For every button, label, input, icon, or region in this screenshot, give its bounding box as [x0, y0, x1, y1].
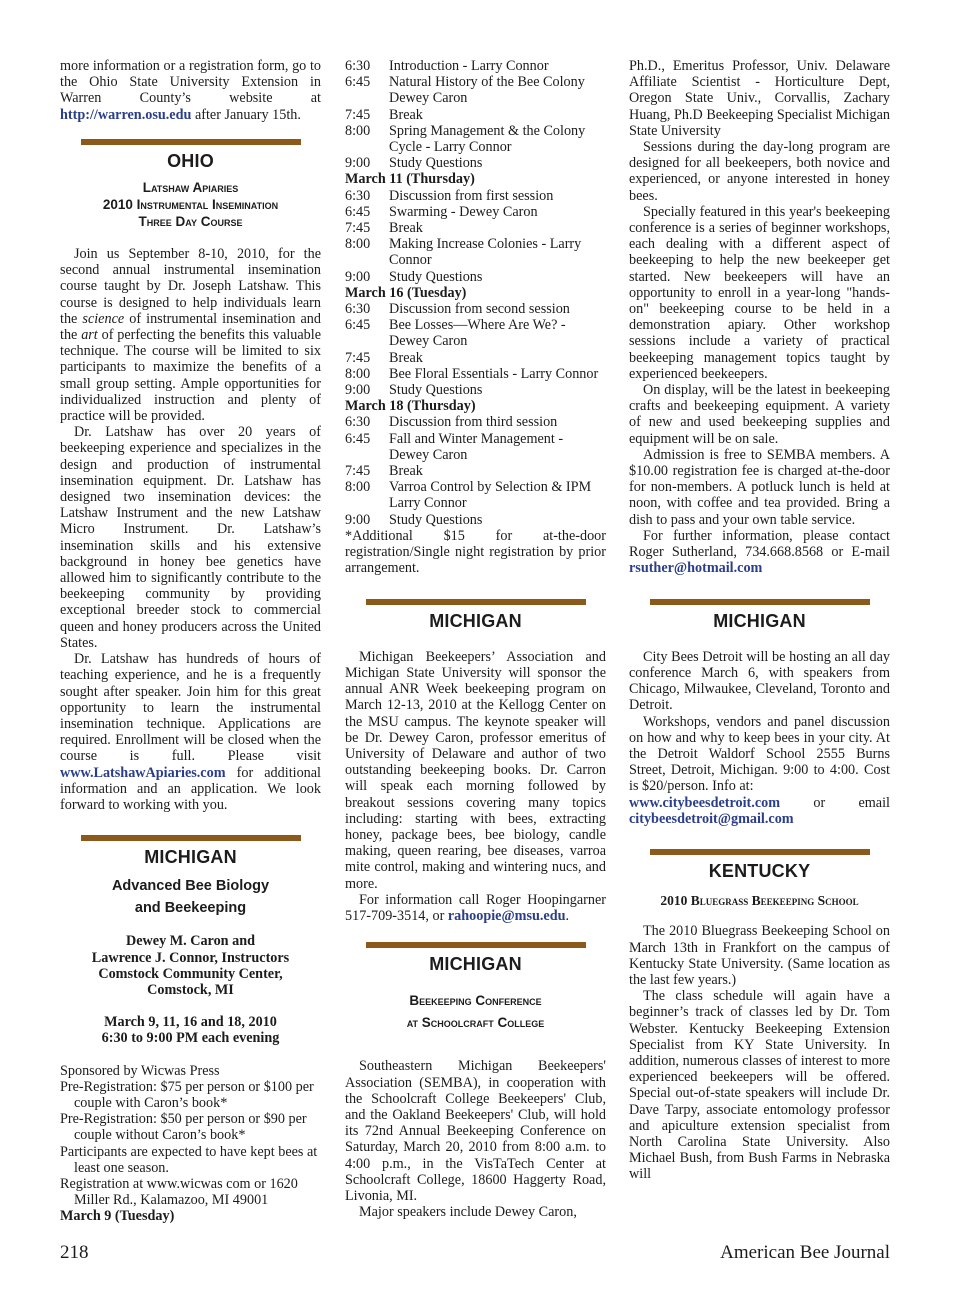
msu-anr-paragraph: Michigan Beekeepers’ Association and Michigan State University will sponsor the annual ANR Week beekeeping program on March 12-13, 2010 at the Kellogg Center on the MSU campus. The keynote speaker will be Dr. Dewey Caron, professor emeritus of University of Delaware and author of two outstanding beekeeping books. Dr. Carron will speak each morning followed by breakout sessions covering many topics including: starting with bees, extracting honey, package bees, bee biology, candle making, queen rearing, bee diseases, varroa mite control, making and wintering nucs, and more.	[345, 648, 606, 892]
ohio-subtitle-3: Three Day Course	[138, 214, 243, 230]
intro-paragraph: more information or a registration form, go to the Ohio State University Extension in Warren County’s website at http://warren.osu.edu after January 15th.	[60, 58, 321, 123]
schedule-row: 6:45 Fall and Winter Management - Dewey Caron	[345, 430, 564, 463]
schedule-block-3	[345, 301, 606, 398]
display-paragraph: On display, will be the latest in beekeeping crafts and beekeeping equipment. A variety of new and used beekeeping supplies and equipment will be on sale.	[629, 382, 890, 447]
registration-note: *Additional $15 for at-the-door registration/Single night registration by prior arrangement.	[345, 527, 606, 577]
course-title-2: and Beekeeping	[134, 900, 247, 917]
citybees-email-link[interactable]: citybeesdetroit@gmail.com	[629, 810, 794, 827]
ohio-subtitle-1: Latshaw Apiaries	[142, 180, 239, 196]
section-heading-michigan: MICHIGAN	[144, 847, 237, 868]
schedule-block-2	[345, 188, 606, 285]
latshaw-link[interactable]: www.LatshawApiaries.com	[60, 764, 226, 781]
schedule-row: 6:45 Swarming - Dewey Caron	[345, 203, 538, 220]
schedule-heading-march-16: March 16 (Tuesday)	[345, 284, 467, 301]
schedule-row: 7:45 Break	[345, 463, 423, 480]
schedule-row: 6:30 Discussion from first session	[345, 187, 554, 204]
schedule-row: 7:45 Break	[345, 106, 423, 123]
course-title-1: Advanced Bee Biology	[111, 878, 270, 895]
schedule-row: 6:30 Discussion from third session	[345, 414, 558, 431]
contact-paragraph: For further information, please contact Roger Sutherland, 734.668.8568 or E-mail rsuther@hotmail.com	[629, 527, 890, 577]
registration-line: Registration at www.wicwas com or 1620 Miller Rd., Kalamazoo, MI 49001	[60, 1175, 298, 1209]
schedule-row: 9:00 Study Questions	[345, 382, 483, 399]
section-heading-michigan: MICHIGAN	[713, 610, 806, 631]
speakers-continued: Ph.D., Emeritus Professor, Univ. Delaware Affiliate Scientist - Horticulture Dept, Oregon State Univ., Corvallis, Zachary Huang, Ph.D Beekeeping Specialist Michigan State University	[629, 58, 890, 139]
dates-line: March 9, 11, 16 and 18, 2010	[104, 1014, 277, 1031]
time-line: 6:30 to 9:00 PM each evening	[101, 1030, 280, 1047]
schedule-heading-march-18: March 18 (Thursday)	[345, 398, 476, 415]
msu-contact-paragraph: For information call Roger Hoopingarner 517-709-3514, or rahoopie@msu.edu.	[345, 891, 606, 924]
section-heading-michigan: MICHIGAN	[429, 610, 522, 631]
rsuther-email-link[interactable]: rsuther@hotmail.com	[629, 560, 763, 577]
venue-line-2: Comstock, MI	[147, 981, 234, 998]
instructors-line-2: Lawrence J. Connor, Instructors	[91, 949, 290, 966]
column-3	[629, 58, 890, 1183]
column-2	[345, 58, 606, 1220]
section-heading-ohio: OHIO	[167, 150, 214, 171]
column-1	[60, 58, 321, 1225]
city-bees-paragraph: City Bees Detroit will be hosting an all day conference March 6, with speakers from Chicago, Milwaukee, Cleveland, Toronto and Detroit.	[629, 648, 890, 714]
schedule-row: 8:00 Bee Floral Essentials - Larry Connor	[345, 365, 599, 382]
preregistration-2: Pre-Registration: $50 per person or $90 per couple without Caron’s book*	[60, 1111, 307, 1144]
section-heading-michigan: MICHIGAN	[429, 954, 522, 975]
schedule-block-1	[345, 58, 606, 171]
ohio-paragraph-3: Dr. Latshaw has hundreds of hours of teaching experience, and he is a frequently sought after speaker. Join him for this great opportunity to learn the instrumental insemination technique. Applications are required. Enrollment will be closed when the course is full. Please visit www.LatshawApiaries.com for additional information and an application. We look forward to working with you.	[60, 651, 321, 813]
bluegrass-paragraph-1: The 2010 Bluegrass Beekeeping School on March 13th in Frankfort on the campus of Kentucky State University. (Same location as the last few years.)	[629, 923, 890, 988]
schedule-row: 8:00 Varroa Control by Selection & IPM Larry Connor	[345, 479, 592, 512]
schedule-heading-march-9: March 9 (Tuesday)	[60, 1208, 175, 1225]
schedule-row: 6:45 Bee Losses—Where Are We? - Dewey Caron	[345, 317, 566, 350]
semba-paragraph: Southeastern Michigan Beekeepers' Association (SEMBA), in cooperation with the Schoolcraft College Beekeepers' Club, and the Oakland Beekeepers' Club, will hold its 72nd Annual Beekeeping Conference on Saturday, March 20, 2010 from 8:00 a.m. to 4:00 p.m., in the VisTaTech Center at Schoolcraft College, 18600 Haggerty Road, Livonia, MI.	[345, 1058, 606, 1204]
admission-paragraph: Admission is free to SEMBA members. A $10.00 registration fee is charged at-the-door for non-members. A potluck lunch is held at noon, with coffee and tea provided. Bring a dish to pass and your own table service.	[629, 446, 890, 528]
schedule-row: 7:45 Break	[345, 220, 423, 237]
kentucky-subtitle: 2010 Bluegrass Beekeeping School	[660, 893, 859, 909]
ohio-paragraph-1: Join us September 8-10, 2010, for the second annual instrumental insemination course taught by Dr. Joseph Latshaw. This course is designed to help individuals learn the science of instrumental insemination and the art of perfecting the benefits this valuable technique. The course will be limited to six participants to maximize the benefits of a small group setting. Ample opportunities for individualized instruction and plenty of practice will be provided.	[60, 246, 321, 425]
schedule-row: 9:00 Study Questions	[345, 268, 483, 285]
schedule-block-4	[345, 414, 606, 527]
schedule-row: 6:30 Discussion from second session	[345, 301, 570, 318]
preregistration-1: Pre-Registration: $75 per person or $100 per couple with Caron’s book*	[60, 1078, 314, 1111]
schedule-row: 9:00 Study Questions	[345, 511, 483, 528]
section-divider	[81, 835, 301, 841]
bluegrass-paragraph-2: The class schedule will again have a beginner’s track of classes led by Dr. Tom Webster. Kentucky Beekeeping Extension Specialist from KY State University. In addition, numerous classes of interest to more experienced beekeepers will be offered. Special out-of-state speakers will include Dr. Dave Tarpy, associate entomology professor and apiculture extension specialist from North Carolina State University. Also Michael Bush, from Bush Farms in Nebraska will	[629, 988, 890, 1183]
sessions-paragraph: Sessions during the day-long program are designed for all beekeepers, both novice and experienced, or anyone interested in honey bees.	[629, 139, 890, 204]
section-divider	[650, 599, 870, 605]
schedule-row: 6:30 Introduction - Larry Connor	[345, 58, 549, 74]
ohio-subtitle-2: 2010 Instrumental Insemination	[102, 197, 279, 213]
section-divider	[81, 139, 301, 145]
schedule-row: 6:45 Natural History of the Bee Colony Dewey Caron	[345, 74, 585, 107]
schedule-row: 7:45 Break	[345, 349, 423, 366]
schedule-row: 9:00 Study Questions	[345, 155, 483, 172]
venue-line-1: Comstock Community Center,	[98, 965, 283, 982]
section-heading-kentucky: KENTUCKY	[708, 860, 811, 881]
city-bees-links: www.citybeesdetroit.com or email citybeesdetroit@gmail.com	[629, 794, 890, 827]
conference-subtitle-1: Beekeeping Conference	[409, 993, 542, 1009]
section-divider	[366, 599, 586, 605]
section-divider	[366, 942, 586, 948]
section-divider	[650, 849, 870, 855]
conference-subtitle-2: at Schoolcraft College	[406, 1015, 545, 1031]
sponsor-line: Sponsored by Wicwas Press	[60, 1062, 220, 1079]
osu-extension-link[interactable]: http://warren.osu.edu	[60, 106, 192, 123]
speakers-paragraph: Major speakers include Dewey Caron,	[359, 1204, 577, 1221]
ohio-paragraph-2: Dr. Latshaw has over 20 years of beekeeping experience and specializes in the design and production of instrumental insemination equipment. Dr. Latshaw has designed two insemination devices: the Latshaw Instrument and the new Latshaw Micro Instrument. Dr. Latshaw’s insemination skills and his extensive background in honey bee genetics have allowed him to significantly contribute to the beekeeping community by providing exceptional breeder stock to commercial queen and honey producers across the United States.	[60, 424, 321, 651]
citybees-website-link[interactable]: www.citybeesdetroit.com	[629, 794, 781, 811]
rahoopie-email-link[interactable]: rahoopie@msu.edu	[447, 907, 566, 924]
instructors-line-1: Dewey M. Caron and	[126, 933, 255, 950]
page-number: 218	[60, 1242, 89, 1263]
journal-name: American Bee Journal	[720, 1242, 890, 1263]
workshops-paragraph: Specially featured in this year's beekeeping conference is a series of beginner workshops, each dealing with a different aspect of beekeeping to help the new beekeeper get started. New beekeepers will have an opportunity to enroll in a year-long "hands-on" beekeeping course to be held in a demonstration apiary. Other workshop sessions include a variety of practical beekeeping management topics taught by experienced beekeepers.	[629, 203, 890, 382]
city-bees-details: Workshops, vendors and panel discussion on how and why to keep bees in your city. At the Detroit Waldorf School 2555 Burns Street, Detroit, Michigan. 9:00 to 4:00. Cost is $20/person. Info at:	[629, 713, 890, 795]
participants-note: Participants are expected to have kept bees at least one season.	[60, 1143, 318, 1176]
schedule-row: 8:00 Making Increase Colonies - Larry Connor	[345, 236, 582, 269]
schedule-heading-march-11: March 11 (Thursday)	[345, 171, 475, 188]
schedule-row: 8:00 Spring Management & the Colony Cycle - Larry Connor	[345, 122, 586, 156]
